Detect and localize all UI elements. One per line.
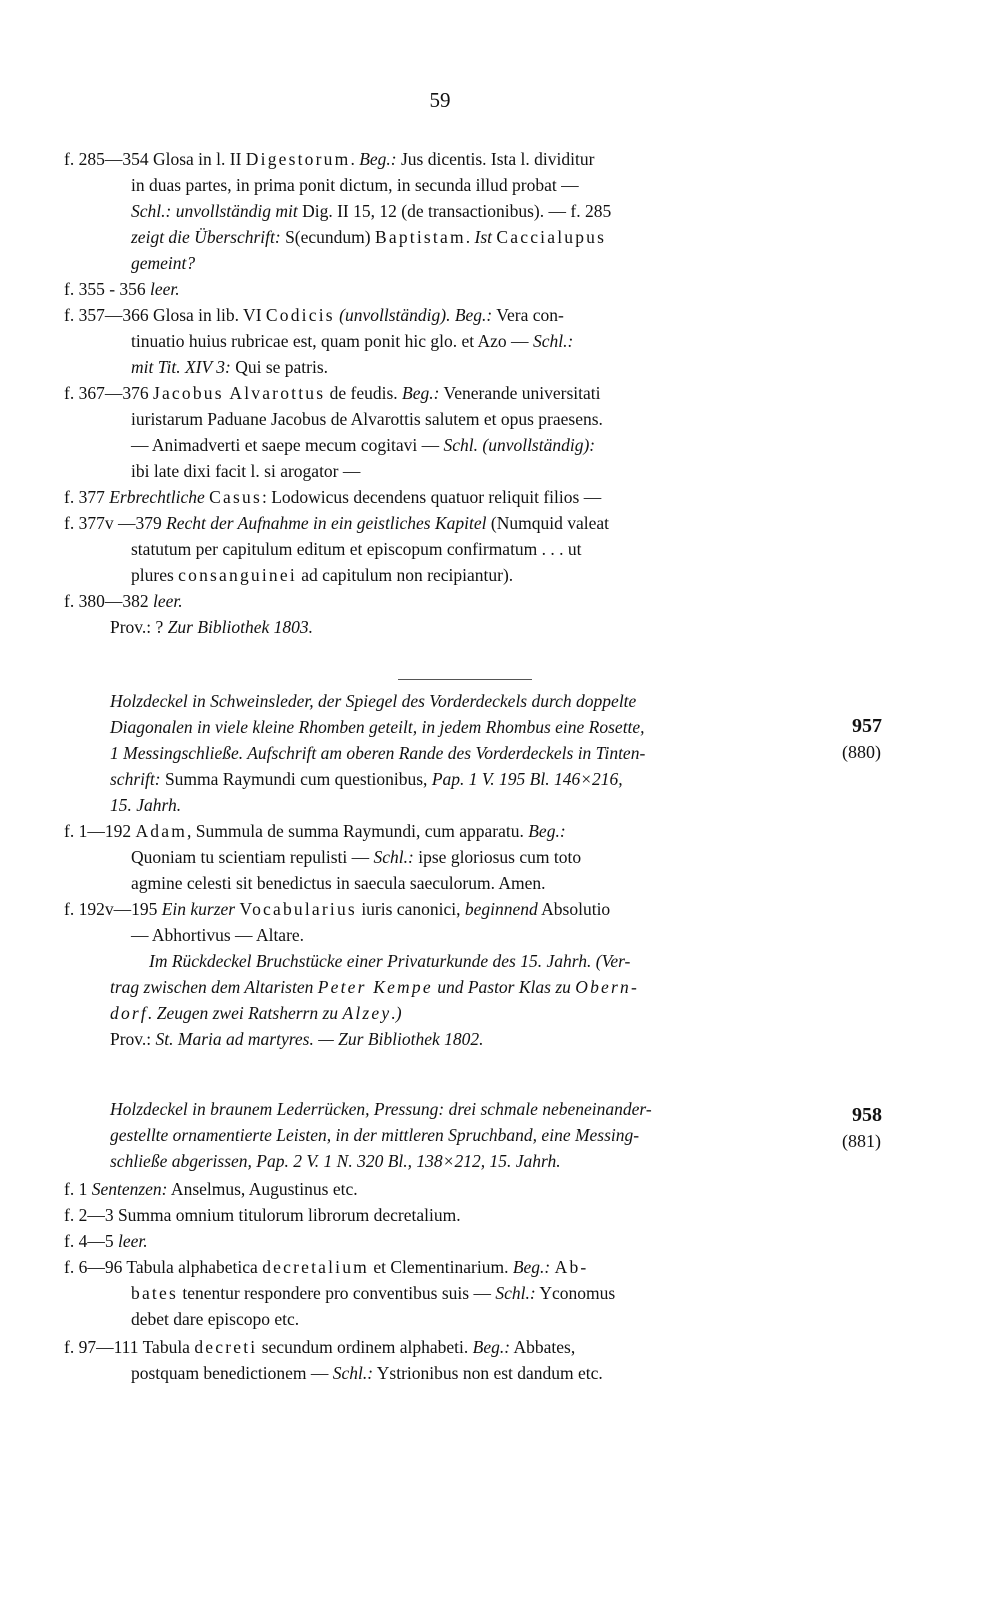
text-line — [110, 792, 181, 818]
text-segment: ipse gloriosus cum toto — [413, 847, 582, 867]
text-segment: St. Maria ad martyres. — Zur Bibliothek 1802. — [155, 1029, 484, 1049]
page-number: 59 — [429, 88, 451, 112]
text-segment: . Zeugen zwei Ratsherrn zu — [147, 1003, 343, 1023]
text-segment: Jus dicentis. Ista l. dividitur — [396, 149, 595, 169]
text-segment: gemeint? — [131, 253, 196, 273]
text-segment: iuristarum Paduane Jacobus de Alvarottis salutem et opus praesens. — [131, 409, 603, 429]
text-line — [64, 1334, 575, 1360]
text-segment: und Pastor Klas zu — [432, 977, 576, 997]
text-line — [64, 510, 609, 536]
text-line — [131, 406, 603, 432]
text-segment: Holzdeckel in braunem Lederrücken, Pressung: drei schmale nebeneinander- — [110, 1099, 652, 1119]
text-segment: Erbrechtliche — [109, 487, 205, 507]
text-segment: Vocabularius — [239, 899, 357, 919]
text-line — [131, 1360, 603, 1386]
text-line — [131, 870, 546, 896]
text-segment: Ein kurzer — [161, 899, 236, 919]
text-segment: statutum per capitulum editum et episcopum confirmatum . . . ut — [131, 539, 582, 559]
text-line — [131, 1280, 615, 1306]
text-line — [110, 1026, 484, 1052]
text-segment: Quoniam tu scientiam repulisti — — [131, 847, 374, 867]
text-segment: . — [465, 227, 475, 247]
text-segment: : Lodowicus decendens quatuor reliquit filios — — [261, 487, 602, 507]
text-line — [64, 1228, 148, 1254]
text-line — [131, 328, 573, 354]
text-line — [64, 588, 183, 614]
text-segment: f. 4—5 — [64, 1231, 118, 1251]
text-segment: Prov.: ? — [110, 617, 168, 637]
text-segment: Schl.: — [495, 1283, 536, 1303]
text-segment: f. 367—376 — [64, 383, 153, 403]
text-segment: Yconomus — [535, 1283, 616, 1303]
entry-number-958: 958 — [852, 1104, 882, 1126]
text-line — [64, 818, 566, 844]
text-segment: de feudis. — [325, 383, 403, 403]
entry-number-old-880: (880) — [842, 742, 881, 762]
text-line — [131, 250, 195, 276]
text-line — [131, 922, 304, 948]
text-line — [131, 1306, 299, 1332]
text-segment: — Animadverti et saepe mecum cogitavi — — [131, 435, 444, 455]
text-line — [131, 224, 606, 250]
text-segment: Beg.: — [512, 1257, 551, 1277]
text-segment: f. 192v—195 — [64, 899, 162, 919]
text-line — [64, 146, 594, 172]
text-line — [131, 536, 582, 562]
text-segment: Ist — [474, 227, 493, 247]
text-segment: dorf — [110, 1003, 148, 1023]
text-segment: Beg.: — [359, 149, 397, 169]
text-segment: Beg.: — [472, 1337, 511, 1357]
text-segment: Schl.: — [532, 331, 574, 351]
text-segment: — Abhortivus — Altare. — [131, 925, 305, 945]
text-segment: Absolutio — [537, 899, 611, 919]
text-line — [131, 354, 328, 380]
text-segment: Caccialupus — [496, 227, 607, 247]
text-segment: Zur Bibliothek 1803. — [167, 617, 314, 637]
text-line — [110, 766, 623, 792]
text-segment: Jacobus Alvarottus — [152, 383, 326, 403]
text-segment: postquam benedictionem — — [131, 1363, 333, 1383]
text-segment: agmine celesti sit benedictus in saecula saeculorum. Amen. — [131, 873, 546, 893]
entry-number-957: 957 — [852, 715, 882, 737]
text-segment: Baptistam — [375, 227, 466, 247]
text-segment: Recht der Aufnahme in ein geistliches Kapitel — [166, 513, 487, 533]
text-segment: Schl.: — [373, 847, 414, 867]
text-segment: .) — [391, 1003, 402, 1023]
text-line — [110, 688, 636, 714]
text-segment: 15. Jahrh. — [110, 795, 182, 815]
text-line — [110, 614, 313, 640]
text-segment: decreti — [194, 1337, 258, 1357]
text-segment: Holzdeckel in Schweinsleder, der Spiegel des Vorderdeckels durch doppelte — [110, 691, 637, 711]
text-segment: in duas partes, in prima ponit dictum, in secunda illud probat — — [131, 175, 579, 195]
text-segment: Obern- — [575, 977, 640, 997]
text-segment: leer. — [152, 591, 183, 611]
text-segment: f. 1 — [64, 1179, 92, 1199]
text-line — [64, 276, 180, 302]
text-line — [149, 948, 630, 974]
text-segment: gestellte ornamentierte Leisten, in der mittleren Spruchband, eine Messing- — [110, 1125, 640, 1145]
text-segment: trag zwischen dem Altaristen — [110, 977, 318, 997]
text-line — [110, 1000, 402, 1026]
text-segment: plures — [131, 565, 179, 585]
text-segment: Anselmus, Augustinus etc. — [167, 1179, 358, 1199]
text-segment: secundum ordinem alphabeti. — [257, 1337, 473, 1357]
text-line — [110, 1148, 561, 1174]
text-segment: , Summula de summa Raymundi, cum apparatu. — [187, 821, 529, 841]
text-segment: iuris canonici, — [356, 899, 465, 919]
text-segment: leer. — [117, 1231, 148, 1251]
text-segment: schließe abgerissen, Pap. 2 V. 1 N. 320 Bl., 138×212, 15. Jahrh. — [110, 1151, 561, 1171]
text-segment: Alzey — [342, 1003, 392, 1023]
text-segment: ad capitulum non recipiantur). — [296, 565, 514, 585]
text-segment: Abbates, — [510, 1337, 576, 1357]
text-segment: Vera con- — [492, 305, 564, 325]
text-segment: f. 97—111 Tabula — [64, 1337, 195, 1357]
text-segment: tenentur respondere pro conventibus suis — — [177, 1283, 496, 1303]
text-segment: Adam — [135, 821, 188, 841]
text-line — [131, 432, 595, 458]
text-line — [64, 484, 601, 510]
text-segment: leer. — [150, 279, 180, 299]
text-segment: Schl.: — [332, 1363, 374, 1383]
text-segment: debet dare episcopo etc. — [131, 1309, 300, 1329]
text-segment: Qui se patris. — [230, 357, 329, 377]
text-line — [64, 1202, 461, 1228]
text-segment: mit Tit. XIV 3: — [131, 357, 231, 377]
text-segment: 1 Messingschließe. Aufschrift am oberen Rande des Vorderdeckels in Tinten- — [110, 743, 646, 763]
text-segment: f. 357—366 Glosa in lib. VI — [64, 305, 266, 325]
text-segment: Schl. (unvollständig): — [443, 435, 596, 455]
text-segment: et Clementinarium. — [368, 1257, 513, 1277]
text-segment: (unvollständig). Beg.: — [339, 305, 493, 325]
text-line — [131, 562, 513, 588]
text-segment: f. 355 - 356 — [64, 279, 151, 299]
text-line — [64, 1176, 358, 1202]
text-segment: bates — [131, 1283, 178, 1303]
text-segment: Dig. II 15, 12 (de transactionibus). — f. 285 — [297, 201, 612, 221]
text-line — [110, 1122, 639, 1148]
text-segment: Im Rückdeckel Bruchstücke einer Privaturkunde des 15. Jahrh. (Ver- — [149, 951, 631, 971]
text-line — [131, 172, 579, 198]
entry-number-old-881: (881) — [842, 1131, 881, 1151]
text-segment: Ystrionibus non est dandum etc. — [373, 1363, 603, 1383]
text-line — [131, 198, 611, 224]
text-segment: f. 1—192 — [64, 821, 136, 841]
text-segment: f. 380—382 — [64, 591, 153, 611]
text-line — [110, 714, 645, 740]
text-segment: Ab- — [554, 1257, 589, 1277]
text-segment: tinuatio huius rubricae est, quam ponit hic glo. et Azo — — [131, 331, 533, 351]
text-segment: Prov.: — [110, 1029, 156, 1049]
text-segment: Peter Kempe — [317, 977, 433, 997]
text-segment: Digestorum — [245, 149, 351, 169]
text-segment: Venerande universitati — [439, 383, 601, 403]
text-segment: f. 6—96 Tabula alphabetica — [64, 1257, 263, 1277]
text-segment: Codicis — [265, 305, 335, 325]
text-segment: Pap. 1 V. 195 Bl. 146×216, — [431, 769, 623, 789]
text-line — [64, 302, 564, 328]
text-segment: Sentenzen: — [91, 1179, 168, 1199]
text-line — [131, 844, 581, 870]
text-line — [110, 740, 645, 766]
text-segment: f. 285—354 Glosa in l. II — [64, 149, 246, 169]
text-segment: Summa Raymundi cum questionibus, — [160, 769, 432, 789]
text-line — [64, 380, 600, 406]
text-line — [64, 896, 610, 922]
text-segment: decretalium — [262, 1257, 369, 1277]
text-segment: f. 2—3 Summa omnium titulorum librorum decretalium. — [64, 1205, 461, 1225]
text-line — [131, 458, 360, 484]
text-line — [64, 1254, 588, 1280]
text-segment: Diagonalen in viele kleine Rhomben geteilt, in jedem Rhombus eine Rosette, — [110, 717, 645, 737]
text-segment: zeigt die Überschrift: — [131, 227, 281, 247]
text-segment: Casus — [209, 487, 262, 507]
section-divider — [398, 679, 532, 680]
text-segment: consanguinei — [178, 565, 297, 585]
text-segment: . — [350, 149, 360, 169]
text-segment: ibi late dixi facit l. si arogator — — [131, 461, 361, 481]
text-segment: Beg.: — [528, 821, 566, 841]
text-segment: f. 377v —379 — [64, 513, 167, 533]
text-line — [110, 974, 639, 1000]
text-segment: f. 377 — [64, 487, 110, 507]
text-segment: S(ecundum) — [280, 227, 375, 247]
text-line — [110, 1096, 652, 1122]
text-segment: Beg.: — [402, 383, 440, 403]
text-segment: schrift: — [110, 769, 161, 789]
text-segment: (Numquid valeat — [486, 513, 609, 533]
text-segment: Schl.: unvollständig mit — [131, 201, 298, 221]
text-segment: beginnend — [464, 899, 538, 919]
